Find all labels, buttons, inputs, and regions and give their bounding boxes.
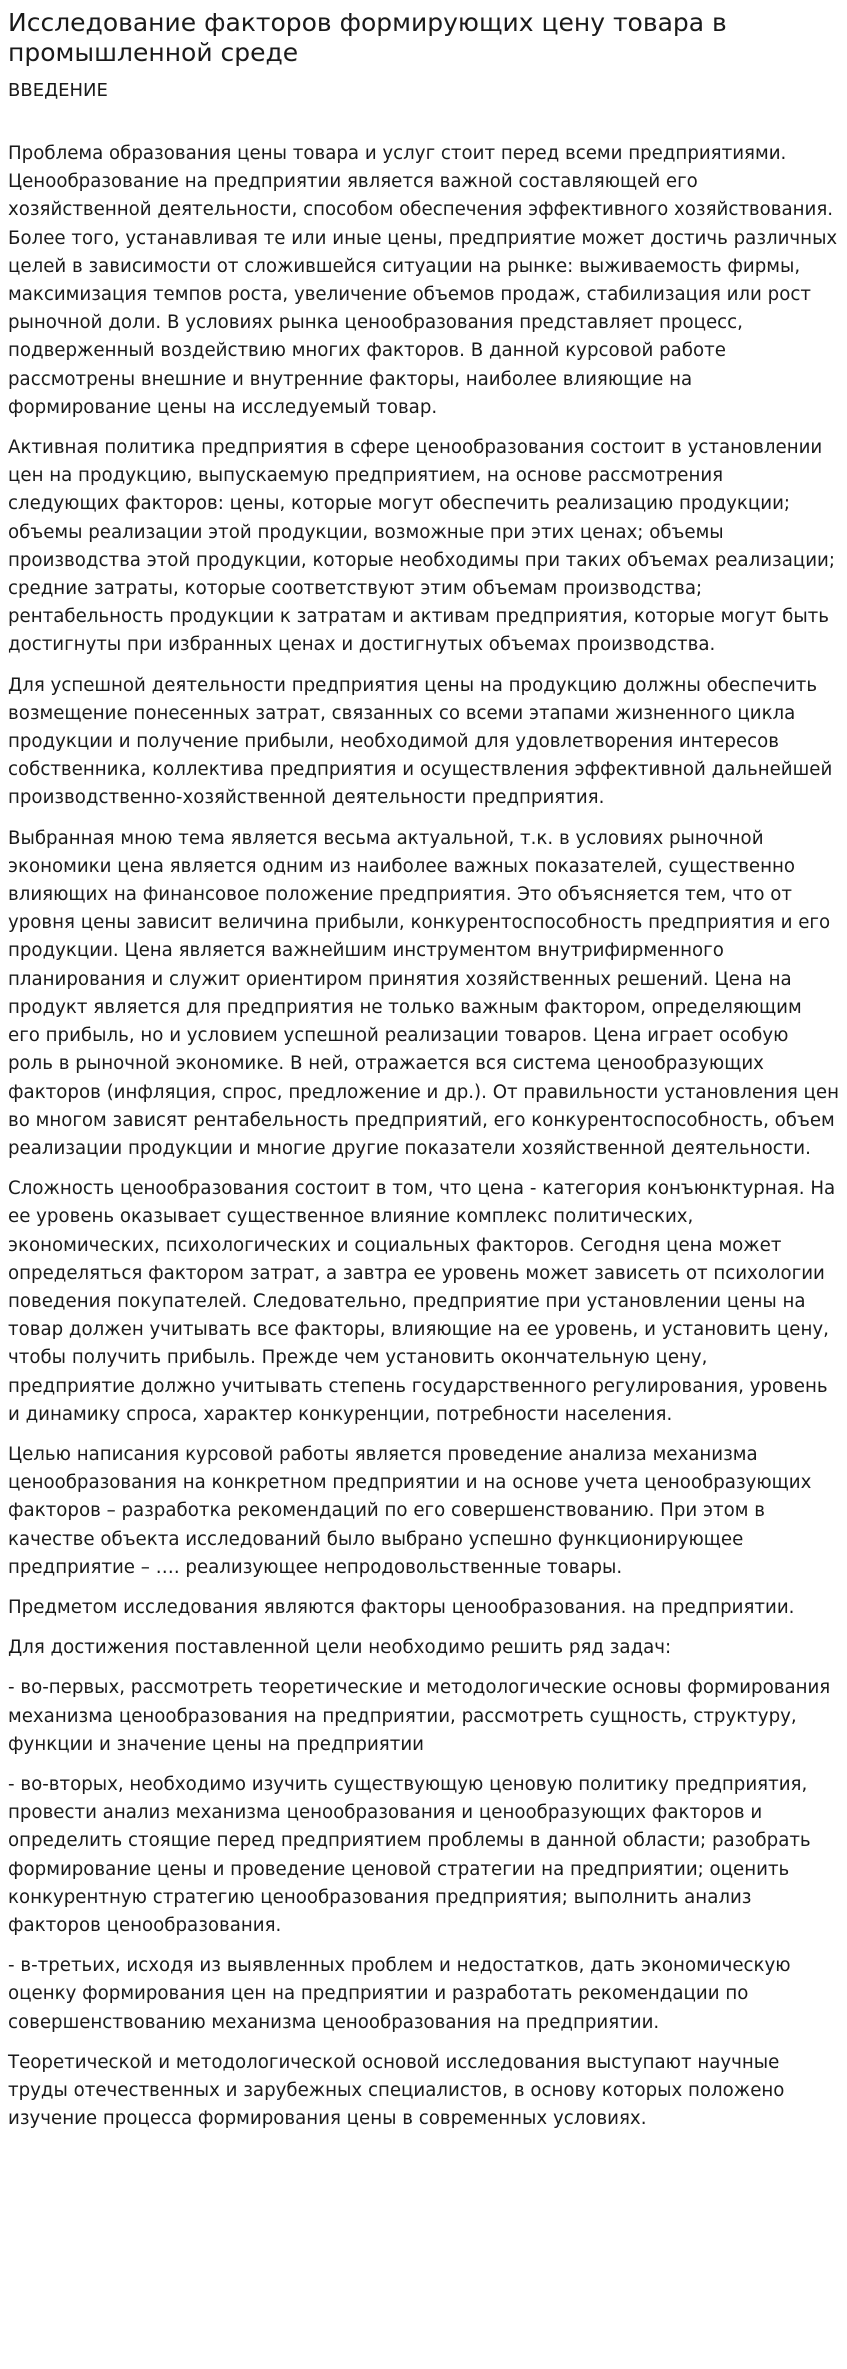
paragraph-12: Теоретической и методологической основой исследования выступают научные труды отечественных и зарубежных специалистов, в основу которых положено изучение процесса формирования цены в современных условиях. (8, 2051, 785, 2130)
paragraph-5: Сложность ценообразования состоит в том, что цена - категория конъюнктурная. На ее уровень оказывает существенное влияние комплекс политических, экономических, психологических и социальных факторов. Сегодня цена может определяться фактором затрат, а завтра ее уровень может зависеть от психологии поведения покупателей. Следовательно, предприятие при установлении цены на товар должен учитывать все факторы, влияющие на ее уровень, и установить цену, чтобы получить прибыль. Прежде чем установить окончательную цену, предприятие должно учитывать степень государственного регулирования, уровень и динамику спроса, характер конкуренции, потребности населения. (8, 1178, 836, 1425)
paragraph-11: - в-третьих, исходя из выявленных проблем и недостатков, дать экономическую оценку формирования цен на предприятии и разработать рекомендации по совершенствованию механизма ценообразования на предприятии. (8, 1955, 791, 2033)
paragraph-2: Активная политика предприятия в сфере ценообразования состоит в установлении цен на продукцию, выпускаемую предприятием, на основе рассмотрения следующих факторов: цены, которые могут обеспечить реализацию продукции; объемы реализации этой продукции, возможные при этих ценах; объемы производства этой продукции, которые необходимы при таких объемах реализации; средние затраты, которые соответствуют этим объемам производства; рентабельность продукции к затратам и активам предприятия, которые могут быть достигнуты при избранных ценах и достигнутых объемах производства. (8, 437, 835, 656)
paragraph-6: Целью написания курсовой работы является проведение анализа механизма ценообразования на конкретном предприятии и на основе учета ценообразующих факторов – разработка рекомендаций по его совершенствованию. При этом в качестве объекта исследований было выбрано успешно функционирующее предприятие – …. реализующее непродовольственные товары. (8, 1443, 812, 1578)
document-title: Исследование факторов формирующих цену товара в промышленной среде (8, 8, 727, 67)
paragraph-7: Предметом исследования являются факторы ценообразования. на предприятии. (8, 1596, 795, 1618)
paragraph-10: - во-вторых, необходимо изучить существующую ценовую политику предприятия, провести анализ механизма ценообразования и ценообразующих факторов и определить стоящие перед предприятием проблемы в данной области; разобрать формирование цены и проведение ценовой стратегии на предприятии; оценить конкурентную стратегию ценообразования предприятия; выполнить анализ факторов ценообразования. (8, 1773, 811, 1936)
paragraph-1: Проблема образования цены товара и услуг стоит перед всеми предприятиями. Ценообразование на предприятии является важной составляющей его хозяйственной деятельности, способом обеспечения эффективного хозяйствования. Более того, устанавливая те или иные цены, предприятие может достичь различных целей в зависимости от сложившейся ситуации на рынке: выживаемость фирмы, максимизация темпов роста, увеличение объемов продаж, стабилизация или рост рыночной доли. В условиях рынка ценообразования представляет процесс, подверженный воздействию многих факторов. В данной курсовой работе рассмотрены внешние и внутренние факторы, наиболее влияющие на формирование цены на исследуемый товар. (8, 143, 838, 418)
paragraph-3: Для успешной деятельности предприятия цены на продукцию должны обеспечить возмещение понесенных затрат, связанных со всеми этапами жизненного цикла продукции и получение прибыли, необходимой для удовлетворения интересов собственника, коллектива предприятия и осуществления эффективной дальнейшей производственно-хозяйственной деятельности предприятия. (8, 674, 833, 809)
section-heading: ВВЕДЕНИЕ (8, 80, 108, 101)
paragraph-9: - во-первых, рассмотреть теоретические и методологические основы формирования механизма ценообразования на предприятии, рассмотреть сущность, структуру, функции и значение цены на предприятии (8, 1677, 831, 1755)
paragraph-8: Для достижения поставленной цели необходимо решить ряд задач: (8, 1637, 672, 1659)
paragraph-4: Выбранная мною тема является весьма актуальной, т.к. в условиях рыночной экономики цена является одним из наиболее важных показателей, существенно влияющих на финансовое положение предприятия. Это объясняется тем, что от уровня цены зависит величина прибыли, конкурентоспособность предприятия и его продукции. Цена является важнейшим инструментом внутрифирменного планирования и служит ориентиром принятия хозяйственных решений. Цена на продукт является для предприятия не только важным фактором, определяющим его прибыль, но и условием успешной реализации товаров. Цена играет особую роль в рыночной экономике. В ней, отражается вся система ценообразующих факторов (инфляция, спрос, предложение и др.). От правильности установления цен во многом зависят рентабельность предприятий, его конкурентоспособность, объем реализации продукции и многие другие показатели хозяйственной деятельности. (8, 827, 840, 1159)
